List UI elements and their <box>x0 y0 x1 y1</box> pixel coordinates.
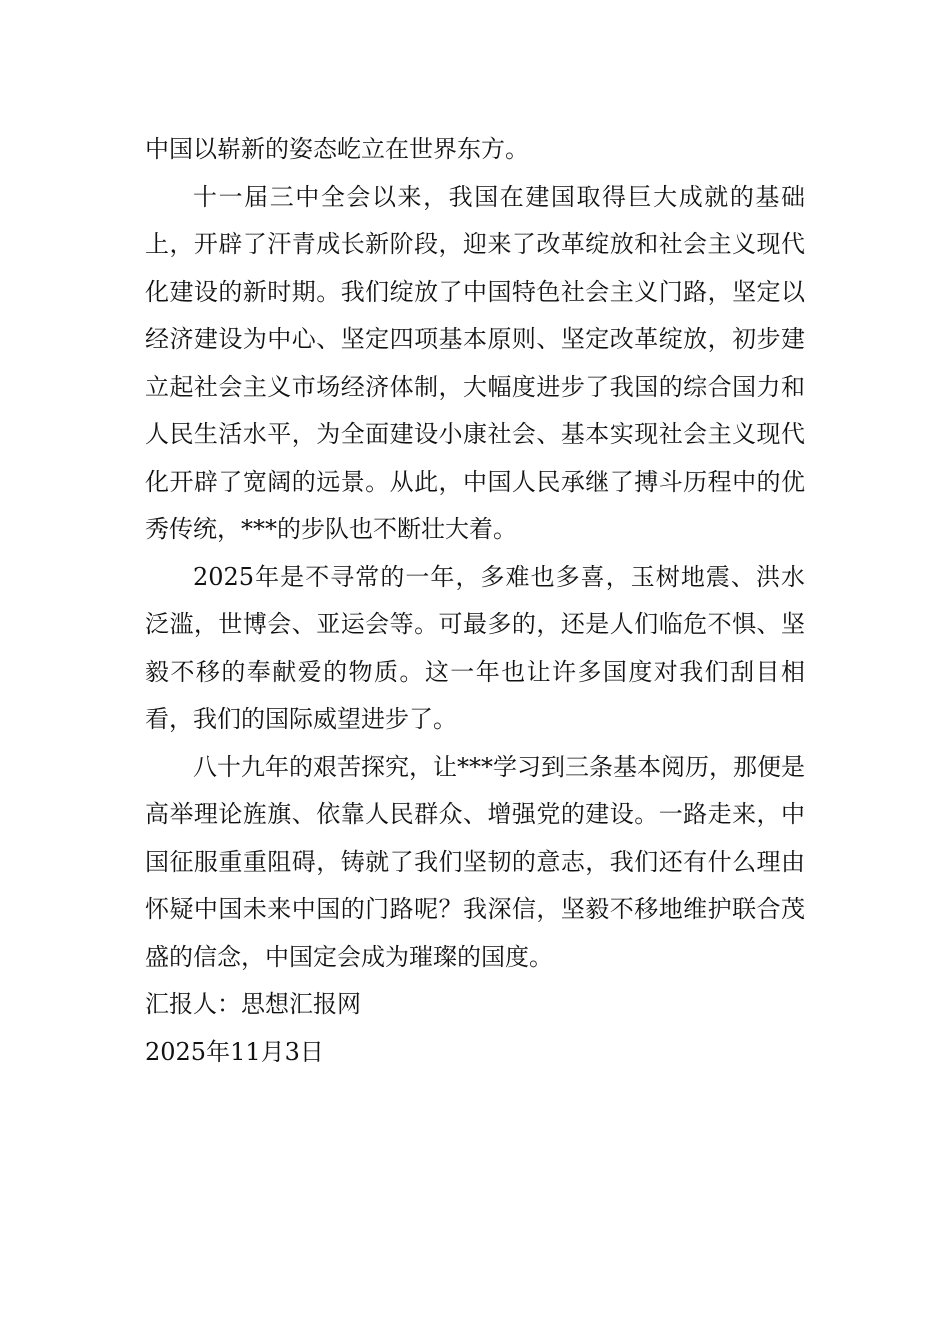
paragraph-year-2025: 2025年是不寻常的一年，多难也多喜，玉树地震、洪水泛滥，世博会、亚运会等。可最多的，还是人们临危不惧、坚毅不移的奉献爱的物质。这一年也让许多国度对我们刮目相看，我们的国际威望进步了。 <box>145 562 805 733</box>
paragraph-continuation: 中国以崭新的姿态屹立在世界东方。 <box>145 135 529 163</box>
paragraph-experience: 八十九年的艰苦探究，让***学习到三条基本阅历，那便是高举理论旌旗、依靠人民群众、增强党的建设。一路走来，中国征服重重阻碍，铸就了我们坚韧的意志，我们还有什么理由怀疑中国未来中国的门路呢？我深信，坚毅不移地维护联合茂盛的信念，中国定会成为璀璨的国度。 <box>145 752 805 971</box>
date-line: 2025年11月3日 <box>145 1037 324 1066</box>
reporter-line: 汇报人：思想汇报网 <box>145 990 361 1018</box>
paragraph-reform-era: 十一届三中全会以来，我国在建国取得巨大成就的基础上，开辟了汗青成长新阶段，迎来了改革绽放和社会主义现代化建设的新时期。我们绽放了中国特色社会主义门路，坚定以经济建设为中心、坚定四项基本原则、坚定改革绽放，初步建立起社会主义市场经济体制，大幅度进步了我国的综合国力和人民生活水平，为全面建设小康社会、基本实现社会主义现代化开辟了宽阔的远景。从此，中国人民承继了搏斗历程中的优秀传统，***的步队也不断壮大着。 <box>145 182 805 543</box>
document-body <box>145 126 805 1076</box>
